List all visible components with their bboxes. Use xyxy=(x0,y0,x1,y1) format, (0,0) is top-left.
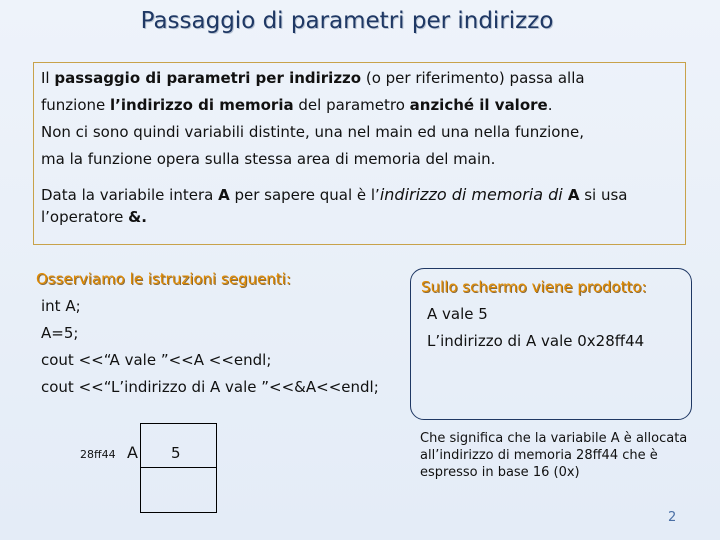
intro-line-3: Non ci sono quindi variabili distinte, una nel main ed una nella funzione, xyxy=(41,123,584,141)
code-line: cout <<“L’indirizzo di A vale ”<<&A<<endl; xyxy=(41,378,379,396)
intro-bold: A xyxy=(218,186,230,204)
intro-text: l’operatore xyxy=(41,208,129,226)
memory-divider xyxy=(141,467,216,468)
intro-text: funzione xyxy=(41,96,111,114)
intro-text: del parametro xyxy=(293,96,410,114)
memory-value: 5 xyxy=(171,444,181,462)
slide-title: Passaggio di parametri per indirizzo xyxy=(140,8,554,34)
code-line: A=5; xyxy=(41,324,79,342)
intro-paragraph-1 xyxy=(41,65,685,173)
screen-line: L’indirizzo di A vale 0x28ff44 xyxy=(427,332,645,350)
memory-address: 28ff44 xyxy=(80,448,116,461)
intro-line-5 xyxy=(41,184,685,206)
intro-line-1 xyxy=(41,65,685,92)
code-heading: Osserviamo le istruzioni seguenti: xyxy=(36,270,291,288)
intro-text: Data la variabile intera xyxy=(41,186,219,204)
intro-text: si usa xyxy=(579,186,628,204)
memory-cell xyxy=(140,423,217,513)
intro-text: . xyxy=(547,96,553,114)
intro-bold: anziché il valore xyxy=(409,96,548,114)
intro-paragraph-2 xyxy=(41,184,685,228)
intro-bold: l’indirizzo di memoria xyxy=(110,96,294,114)
intro-text: per sapere qual è l’ xyxy=(229,186,380,204)
intro-bold: passaggio di parametri per indirizzo xyxy=(54,69,362,87)
intro-line-6 xyxy=(41,206,685,228)
screen-line: A vale 5 xyxy=(427,305,488,323)
intro-bold: A xyxy=(567,186,580,204)
screen-heading: Sullo schermo viene prodotto: xyxy=(421,278,647,296)
intro-line-4: ma la funzione opera sulla stessa area di memoria del main. xyxy=(41,150,496,168)
intro-box xyxy=(33,62,686,245)
intro-italic: indirizzo di memoria di xyxy=(379,185,568,204)
memory-variable-name: A xyxy=(127,443,138,462)
intro-text: Il xyxy=(41,69,55,87)
code-line: int A; xyxy=(41,297,81,315)
intro-text: (o per riferimento) passa alla xyxy=(361,69,585,87)
intro-bold: &. xyxy=(128,208,147,226)
explanation-note: Che significa che la variabile A è allocata all’indirizzo di memoria 28ff44 che è espresso in base 16 (0x) xyxy=(420,431,688,480)
code-line: cout <<“A vale ”<<A <<endl; xyxy=(41,351,272,369)
page-number: 2 xyxy=(668,510,677,525)
intro-line-2 xyxy=(41,92,685,119)
screen-output-box xyxy=(410,268,692,420)
code-section xyxy=(36,266,379,401)
